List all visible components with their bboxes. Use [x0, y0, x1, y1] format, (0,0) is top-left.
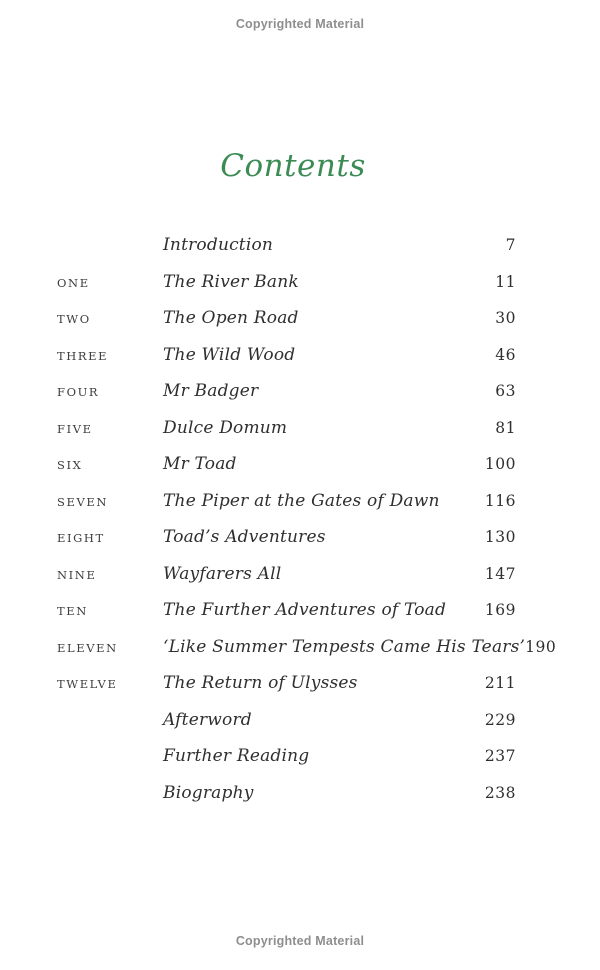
- chapter-title: ‘Like Summer Tempests Came His Tears’: [163, 636, 526, 657]
- table-of-contents: [57, 235, 557, 819]
- chapter-label: ONE: [57, 275, 90, 290]
- chapter-label: ELEVEN: [57, 640, 118, 655]
- toc-row: [57, 746, 516, 783]
- chapter-label: FIVE: [57, 421, 93, 436]
- chapter-title: The River Bank: [163, 271, 299, 292]
- page-number: 190: [525, 637, 557, 656]
- chapter-label: TWELVE: [57, 677, 118, 691]
- chapter-title: Further Reading: [163, 746, 310, 766]
- chapter-title: Dulce Domum: [163, 417, 288, 438]
- page-number: 229: [484, 710, 516, 729]
- toc-row: [57, 345, 516, 382]
- chapter-title: Wayfarers All: [163, 563, 282, 584]
- chapter-label: THREE: [57, 348, 109, 363]
- chapter-title: Toad’s Adventures: [163, 527, 326, 547]
- chapter-title: Mr Badger: [163, 381, 259, 401]
- contents-page-title: Contents: [220, 148, 366, 184]
- toc-row: [57, 272, 516, 309]
- page-number: 116: [484, 491, 516, 510]
- chapter-title: The Piper at the Gates of Dawn: [163, 490, 440, 511]
- chapter-title: The Return of Ulysses: [163, 673, 358, 693]
- toc-row: [57, 783, 516, 820]
- chapter-label: SEVEN: [57, 494, 109, 509]
- copyright-notice-bottom: Copyrighted Material: [235, 934, 365, 948]
- page-number: 81: [495, 418, 516, 437]
- chapter-title: The Further Adventures of Toad: [163, 600, 447, 620]
- toc-row: [57, 600, 516, 637]
- toc-row: [57, 235, 516, 272]
- page-number: 11: [495, 272, 516, 291]
- chapter-label: SIX: [57, 458, 83, 472]
- chapter-title: The Open Road: [163, 308, 299, 328]
- page-number: 130: [484, 528, 516, 546]
- chapter-title: Introduction: [163, 235, 274, 255]
- page-number: 30: [495, 309, 516, 327]
- chapter-label: TEN: [57, 604, 88, 618]
- toc-row: [57, 454, 516, 491]
- page-number: 63: [495, 382, 516, 400]
- page-number: 238: [484, 783, 516, 802]
- chapter-title: Mr Toad: [163, 454, 237, 474]
- chapter-label: TWO: [57, 312, 91, 326]
- page-number: 237: [484, 747, 516, 765]
- page-number: 169: [484, 601, 516, 619]
- toc-row: [57, 673, 516, 710]
- page-number: 147: [484, 564, 516, 583]
- page-number: 46: [495, 345, 516, 364]
- chapter-title: The Wild Wood: [163, 344, 296, 365]
- toc-row: [57, 381, 516, 418]
- toc-row: [57, 308, 516, 345]
- chapter-label: FOUR: [57, 385, 100, 399]
- chapter-label: NINE: [57, 567, 97, 582]
- page-number: 211: [484, 674, 516, 692]
- page-number: 7: [505, 236, 516, 254]
- page-number: 100: [484, 455, 516, 473]
- toc-row: [57, 418, 516, 455]
- chapter-label: EIGHT: [57, 531, 105, 545]
- toc-row: [57, 491, 516, 528]
- chapter-title: Afterword: [163, 709, 252, 730]
- toc-row: [57, 527, 516, 564]
- toc-row: [57, 636, 557, 674]
- chapter-title: Biography: [163, 782, 254, 803]
- copyright-notice-top: Copyrighted Material: [235, 17, 365, 31]
- toc-row: [57, 710, 516, 747]
- toc-row: [57, 564, 516, 601]
